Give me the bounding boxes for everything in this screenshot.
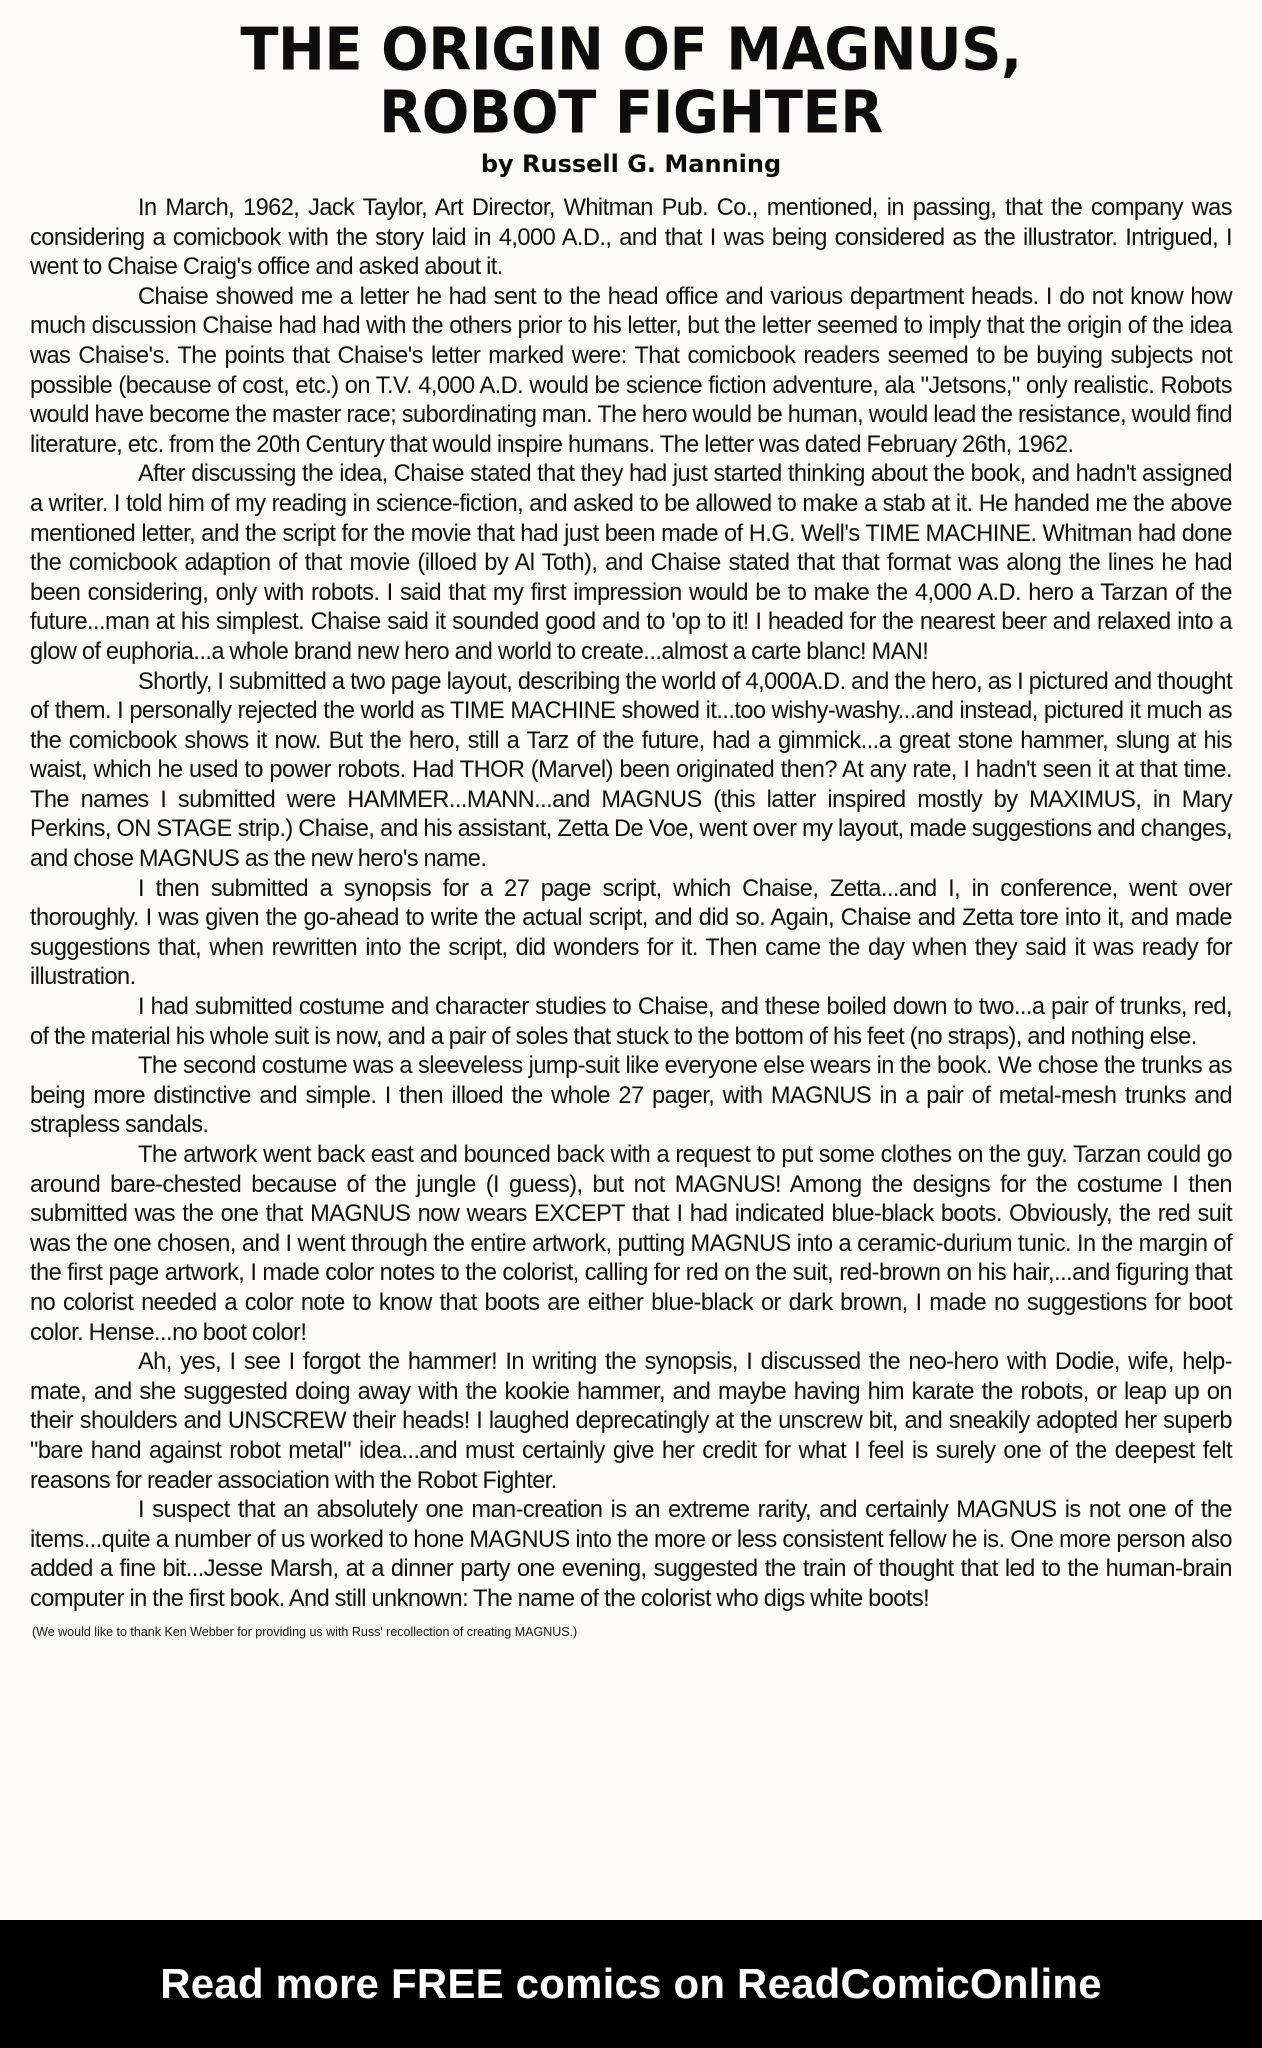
promo-banner[interactable]	[0, 1920, 1262, 2048]
byline: by Russell G. Manning	[480, 150, 782, 178]
title-line-2: ROBOT FIGHTER	[379, 78, 883, 148]
paragraph: Shortly, I submitted a two page layout, describing the world of 4,000A.D. and the hero, as I pictured and thought of them. I personally rejected the world as TIME MACHINE showed it...too wishy-washy...and instead, pictured it much as the comicbook shows it now. But the hero, still a Tarz of the future, had a gimmick...a great stone hammer, slung at his waist, which he used to power robots. Had THOR (Marvel) been originated then? At any rate, I hadn't seen it at that time. The names I submitted were HAMMER...MANN...and MAGNUS (this latter inspired mostly by MAXIMUS, in Mary Perkins, ON STAGE strip.) Chaise, and his assistant, Zetta De Voe, went over my layout, made suggestions and changes, and chose MAGNUS as the new hero's name.	[30, 668, 1232, 873]
promo-banner-text[interactable]: Read more FREE comics on ReadComicOnline	[160, 1960, 1102, 2007]
paragraph: After discussing the idea, Chaise stated that they had just started thinking about the book, and hadn't assigned a writer. I told him of my reading in science-fiction, and asked to be allowed to make a stab at it. He handed me the above mentioned letter, and the script for the movie that had just been made of H.G. Well's TIME MACHINE. Whitman had done the comicbook adaption of that movie (illoed by Al Toth), and Chaise stated that that format was along the lines he had been considering, only with robots. I said that my first impression would be to make the 4,000 A.D. hero a Tarzan of the future...man at his simplest. Chaise said it sounded good and to 'op to it! I headed for the nearest beer and relaxed into a glow of euphoria...a whole brand new hero and world to create...almost a carte blanc! MAN!	[30, 461, 1232, 665]
paragraph: I suspect that an absolutely one man-creation is an extreme rarity, and certainly MAGNUS is not one of the items...quite a number of us worked to hone MAGNUS into the more or less consistent fellow he is. One more person also added a fine bit...Jesse Marsh, at a dinner party one evening, suggested the train of thought that led to the human-brain computer in the first book. And still unknown: The name of the colorist who digs white boots!	[30, 1497, 1232, 1612]
paragraph: Ah, yes, I see I forgot the hammer! In writing the synopsis, I discussed the neo-hero with Dodie, wife, help-mate, and she suggested doing away with the kookie hammer, and maybe having him karate the robots, or leap up on their shoulders and UNSCREW their heads! I laughed deprecatingly at the unscrew bit, and sneakily adopted her superb "bare hand against robot metal" idea...and must certainly give her credit for what I feel is surely one of the deepest felt reasons for reader association with the Robot Fighter.	[30, 1349, 1232, 1494]
paragraph: The artwork went back east and bounced back with a request to put some clothes on the guy. Tarzan could go around bare-chested because of the jungle (I guess), but not MAGNUS! Among the designs for the costume I then submitted was the one that MAGNUS now wears EXCEPT that I had indicated blue-black boots. Obviously, the red suit was the one chosen, and I went through the entire artwork, putting MAGNUS into a ceramic-durium tunic. In the margin of the first page artwork, I made color notes to the colorist, calling for red on the suit, red-brown on his hair,...and figuring that no colorist needed a color note to know that boots are either blue-black or dark brown, I made no suggestions for boot color. Hense...no boot color!	[30, 1142, 1232, 1346]
paragraph: Chaise showed me a letter he had sent to the head office and various department heads. I do not know how much discussion Chaise had had with the others prior to his letter, but the letter seemed to imply that the origin of the idea was Chaise's. The points that Chaise's letter marked were: That comicbook readers seemed to be buying subjects not possible (because of cost, etc.) on T.V. 4,000 A.D. would be science fiction adventure, ala "Jetsons," only realistic. Robots would have become the master race; subordinating man. The hero would be human, would lead the resistance, would find literature, etc. from the 20th Century that would inspire humans. The letter was dated February 26th, 1962.	[30, 283, 1232, 458]
paragraph: The second costume was a sleeveless jump-suit like everyone else wears in the book. We chose the trunks as being more distinctive and simple. I then illoed the whole 27 pager, with MAGNUS in a pair of metal-mesh trunks and strapless sandals.	[30, 1053, 1232, 1139]
article-body	[30, 194, 1232, 1615]
paragraph: I had submitted costume and character studies to Chaise, and these boiled down to two...a pair of trunks, red, of the material his whole suit is now, and a pair of soles that stuck to the bottom of his feet (no straps), and nothing else.	[30, 994, 1232, 1050]
paragraph: In March, 1962, Jack Taylor, Art Director, Whitman Pub. Co., mentioned, in passing, that the company was considering a comicbook with the story laid in 4,000 A.D., and that I was being considered as the illustrator. Intrigued, I went to Chaise Craig's office and asked about it.	[30, 195, 1232, 281]
paragraph: I then submitted a synopsis for a 27 page script, which Chaise, Zetta...and I, in conference, went over thoroughly. I was given the go-ahead to write the actual script, and did so. Again, Chaise and Zetta tore into it, and made suggestions that, when rewritten into the script, did wonders for it. Then came the day when they said it was ready for illustration.	[30, 875, 1232, 991]
footnote: (We would like to thank Ken Webber for providing us with Russ' recollection of creating MAGNUS.)	[32, 1624, 578, 1639]
article-title	[30, 15, 1232, 148]
title-line-1: THE ORIGIN OF MAGNUS,	[240, 15, 1022, 85]
